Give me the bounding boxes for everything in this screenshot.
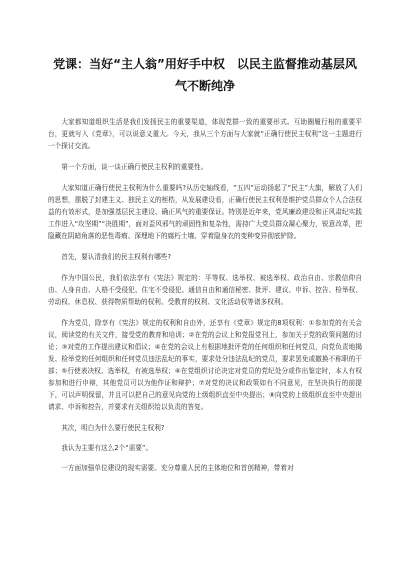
paragraph-importance: 大家知道正确行使民主权利为什么重要吗?从历史轴线看，“五四”运动扬起了“民主”大旗，解放了人们的思想，摆脱了封建主义、独民主义的桎梏，从发展建设看，正确行使民主权利是维护党员群众个人合法权益的有效形式，是加强基层民主建设、确正风气的重要保证。特别是近年来，党风廉政建设和正风肃纪实践工作进入“攻坚期”“决胜期”，面对歪风邪气的顽固性和复杂性，需持广大党员群众凝心聚力，锐意改革，把隐藏在阴暗角落的恶性毒瘤、深埋地下的腐朽土壤、穿着隐身衣的变种变异彻底铲除。	[48, 184, 362, 240]
paragraph-two-needs: 我认为主要有这么2个“需要”。	[61, 444, 153, 452]
document-title: 党课：当好“主人翁”用好手中权 以民主监督推动基层风气不断纯净	[53, 57, 357, 93]
paragraph-intro: 大家都知道组织生活是我们发扬民主的重要渠道，体现党群一致的重要形式。互助圈履行相的重要平台，更就写入《党章》，可以说意义重大。今天，我从三个方面与大家就“正确行使民主权利”这一主题进行一个探讨交流。	[48, 118, 362, 150]
paragraph-first-need: 一方面加强单位建设的现实需要。充分尊重人民的主体地位和首创精神，带着对	[61, 464, 294, 472]
paragraph-rights-question: 首先，要认清我们的民主权利有哪些?	[61, 253, 172, 261]
paragraph-why-question: 其次，明白为什么要行使民主权利?	[61, 424, 165, 432]
paragraph-party-rights: 作为党员，除享有《宪法》规定的权利和自由外，还享有《党章》规定的8项权利：①参加党的有关会议，阅读党的有关文件，接受党的教育和培训；②在党的会议上和党报党刊上，参加关于党的政策问题的讨论；③对党的工作提出建议和倡议；④在党的会议上有根据地批评党的任何组织和任何党员，向党负责地揭发、检举党的任何组织和任何党员违法乱纪的事实，要求处分违法乱纪的党员，要求罢免或撤换不称职的干部；⑤行使表决权、选举权，有被选举权；⑥在党组织讨论决定对党员的党纪处分或作出鉴定时，本人有权参加和进行申辩，其他党员可以为他作证和辩护；⑦对党的决议和政策如有不同意见，在坚决执行的前提下，可以声明保留，并且可以把自己的意见向党的上级组织直至中央提出；⑧向党的上级组织直至中央提出请求、申诉和控告，并要求有关组织给以负责的答复。	[48, 319, 362, 411]
paragraph-section-one: 第一个方面，谈一谈正确行使民主权利的重要性。	[61, 163, 208, 171]
paragraph-citizen-rights: 作为中国公民，我们依法享有《宪法》规定的：平等权、选举权、被选举权、政治自由、宗教信仰自由、人身自由、人格不受侵犯、住宅不受侵犯、通信自由和通信秘密、批评、建议、申诉、控告、检举权、劳动权、休息权、获得物质帮助的权利、受教育的权利、文化活动权等诸多权利。	[48, 274, 362, 306]
